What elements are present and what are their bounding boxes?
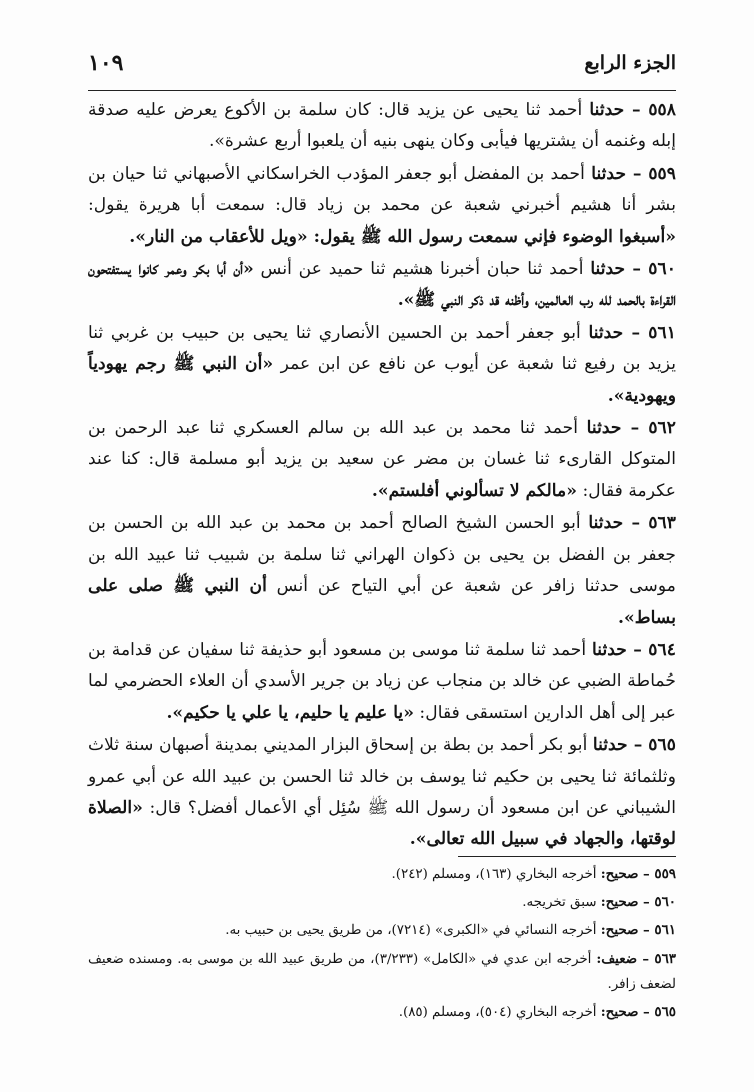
hadith-number: ٥٦٠ <box>648 259 676 280</box>
hadith-560: ٥٦٠ – حدثنا أحمد ثنا حبان أخبرنا هشيم ثنا حميد عن أنس «أن أبا بكر وعمر كانوا يستفتحون القراءة بالحمد لله رب العالمين، وأظنه قد ذكر النبي ﷺ». <box>88 259 676 311</box>
hadith-number: ٥٦٥ <box>648 735 676 756</box>
hadith-matn: كان سلمة بن الأكوع يعرض عليه صدقة إبله وغنمه أن يشتريها فيأبى وكان ينهى بنيه أن يلعبوا أربع عشرة». <box>88 100 676 152</box>
footnote-560: ٥٦٠ – صحيح: سبق تخريجه. <box>522 894 676 911</box>
hadith-562: ٥٦٢ – حدثنا أحمد ثنا محمد بن عبد الله بن سالم العسكري ثنا عبد الرحمن بن المتوكل القارىء ثنا غسان بن مضر عن سعيد بن يزيد أبو مسلمة قال: كنا عند عكرمة فقال: «مالكم لا تسألوني أفلستم». <box>88 418 677 501</box>
hadith-matn: «أسبغوا الوضوء فإني سمعت رسول الله ﷺ يقول: «ويل للأعقاب من النار». <box>129 226 676 247</box>
hadith-matn: «أن النبي ﷺ رجم يهودياً ويهودية». <box>88 354 676 406</box>
footnote-number: ٥٦٠ <box>654 894 676 911</box>
footnote-number: ٥٥٩ <box>654 866 676 882</box>
footnote-grade: صحيح: <box>600 894 639 911</box>
hadith-opening: حدثنا <box>590 259 626 280</box>
hadith-opening: حدثنا <box>591 163 627 184</box>
hadith-opening: حدثنا <box>592 735 628 756</box>
hadith-565: ٥٦٥ – حدثنا أبو بكر أحمد بن بطة بن إسحاق البزار المديني بمدينة أصبهان سنة ثلاث وثلثمائة ثنا يحيى بن حكيم ثنا يوسف بن خالد ثنا الحسن بن عبيد الله عن أبي عمرو الشيباني عن ابن مسعود أن رسول الله ﷺ سُئِل أي الأعمال أفضل؟ قال: «الصلاة لوقتها، والجهاد في سبيل الله تعالى». <box>88 735 676 850</box>
footnotes <box>88 862 676 1028</box>
hadith-number: ٥٥٩ <box>648 163 677 184</box>
footnote-561: ٥٦١ – صحيح: أخرجه النسائي في «الكبرى» (٧٢١٤)، من طريق يحيى بن حبيب به. <box>225 922 676 939</box>
hadith-matn: «مالكم لا تسألوني أفلستم». <box>371 480 577 501</box>
hadith-561: ٥٦١ – حدثنا أبو جعفر أحمد بن الحسين الأنصاري ثنا يحيى بن حبيب بن غربي ثنا يزيد بن رفيع ثنا شعبة عن أيوب عن نافع عن ابن عمر «أن النبي ﷺ رجم يهودياً ويهودية». <box>88 322 677 406</box>
footnote-rule <box>458 856 676 857</box>
hadith-opening: حدثنا <box>588 322 624 343</box>
footnote-grade: صحيح: <box>600 922 639 939</box>
footnote-text: أخرجه ابن عدي في «الكامل» (٣/٢٣٣)، من طريق عبيد الله بن موسى به. ومسنده ضعيف لضعف زافر. <box>88 951 676 992</box>
footnote-text: أخرجه البخاري (٥٠٤)، ومسلم (٨٥). <box>398 1005 597 1021</box>
hadith-number: ٥٦٤ <box>648 639 676 660</box>
hadith-opening: حدثنا <box>592 639 627 660</box>
footnote-559: ٥٥٩ – صحيح: أخرجه البخاري (١٦٣)، ومسلم (٢٤٢). <box>391 866 676 882</box>
hadith-isnad: أحمد ثنا سلمة ثنا موسى بن مسعود أبو حذيفة ثنا سفيان عن قدامة بن حُماطة الضبي عن خالد بن منجاب عن زياد بن جرير الأسدي أن العلاء الحضرمي لما عبر إلى أهل الدارين استسقى فقال: <box>88 639 676 723</box>
hadith-isnad: أحمد بن المفضل أبو جعفر المؤدب الخراسكاني الأصبهاني ثنا حيان بن بشر أنا هشيم أخبرني شعبة عن محمد بن زياد قال: سمعت أبا هريرة يقول: <box>88 163 676 216</box>
footnote-grade: ضعيف: <box>596 950 638 967</box>
hadith-opening: حدثنا <box>588 513 624 534</box>
hadith-matn: «أن أبا بكر وعمر كانوا يستفتحون القراءة بالحمد لله رب العالمين، وأظنه قد ذكر النبي ﷺ». <box>88 259 676 311</box>
footnote-grade: صحيح: <box>600 866 639 882</box>
hadith-563: ٥٦٣ – حدثنا أبو الحسن الشيخ الصالح أحمد بن محمد بن عبد الله بن الحسن بن جعفر بن الفضل بن يحيى بن ذكوان الهراني ثنا سلمة بن شبيب ثنا عبيد الله بن موسى حدثنا زافر عن شعبة عن أبي التياح عن أنس أن النبي ﷺ صلى على بساط». <box>88 513 677 628</box>
hadith-isnad: أحمد ثنا حبان أخبرنا هشيم ثنا حميد عن أنس <box>253 259 584 280</box>
hadith-matn: «الصلاة لوقتها، والجهاد في سبيل الله تعالى». <box>88 797 676 850</box>
footnote-text: أخرجه النسائي في «الكبرى» (٧٢١٤)، من طريق يحيى بن حبيب به. <box>225 923 597 939</box>
header-rule <box>88 90 676 91</box>
hadith-isnad: أحمد ثنا يحيى عن يزيد قال: <box>370 100 583 120</box>
hadith-text-body <box>88 95 676 857</box>
hadith-number: ٥٦١ <box>648 322 676 343</box>
hadith-isnad: أبو الحسن الشيخ الصالح أحمد بن محمد بن عبد الله بن الحسن بن جعفر بن الفضل بن يحيى بن ذكوان الهراني ثنا سلمة بن شبيب ثنا عبيد الله بن موسى حدثنا زافر عن شعبة عن أبي التياح عن أنس <box>88 513 676 597</box>
hadith-number: ٥٦٢ <box>648 418 677 439</box>
hadith-opening: حدثنا <box>589 100 625 120</box>
hadith-number: ٥٦٣ <box>648 513 677 534</box>
footnote-563: ٥٦٣ – ضعيف: أخرجه ابن عدي في «الكامل» (٣/٢٣٣)، من طريق عبيد الله بن موسى به. ومسنده ضعيف لضعف زافر. <box>88 950 676 992</box>
footnote-number: ٥٦١ <box>654 922 676 939</box>
footnote-number: ٥٦٣ <box>654 950 676 967</box>
footnote-text: سبق تخريجه. <box>522 895 597 911</box>
hadith-opening: حدثنا <box>586 418 622 439</box>
hadith-isnad: أبو بكر أحمد بن بطة بن إسحاق البزار المديني بمدينة أصبهان سنة ثلاث وثلثمائة ثنا يحيى بن حكيم ثنا يوسف بن خالد ثنا الحسن بن عبيد الله عن أبي عمرو الشيباني عن ابن مسعود أن رسول الله ﷺ سُئِل أي الأعمال أفضل؟ قال: <box>88 735 676 818</box>
hadith-558: ٥٥٨ – حدثنا أحمد ثنا يحيى عن يزيد قال: كان سلمة بن الأكوع يعرض عليه صدقة إبله وغنمه أن يشتريها فيأبى وكان ينهى بنيه أن يلعبوا أربع عشرة». <box>88 100 677 152</box>
page-header <box>88 46 676 86</box>
hadith-559: ٥٥٩ – حدثنا أحمد بن المفضل أبو جعفر المؤدب الخراسكاني الأصبهاني ثنا حيان بن بشر أنا هشيم أخبرني شعبة عن محمد بن زياد قال: سمعت أبا هريرة يقول: «أسبغوا الوضوء فإني سمعت رسول الله ﷺ يقول: «ويل للأعقاب من النار». <box>88 163 677 247</box>
hadith-isnad: أحمد ثنا محمد بن عبد الله بن سالم العسكري ثنا عبد الرحمن بن المتوكل القارىء ثنا غسان بن مضر عن سعيد بن يزيد أبو مسلمة قال: كنا عند عكرمة فقال: <box>88 418 676 501</box>
footnote-565: ٥٦٥ – صحيح: أخرجه البخاري (٥٠٤)، ومسلم (٨٥). <box>398 1004 676 1021</box>
footnote-grade: صحيح: <box>600 1004 639 1021</box>
footnote-text: أخرجه البخاري (١٦٣)، ومسلم (٢٤٢). <box>391 867 597 882</box>
running-head: الجزء الرابع <box>584 52 676 74</box>
hadith-isnad: أبو جعفر أحمد بن الحسين الأنصاري ثنا يحيى بن حبيب بن غربي ثنا يزيد بن رفيع ثنا شعبة عن أيوب عن نافع عن ابن عمر <box>88 322 677 375</box>
page-number: ١٠٩ <box>88 50 124 76</box>
hadith-564: ٥٦٤ – حدثنا أحمد ثنا سلمة ثنا موسى بن مسعود أبو حذيفة ثنا سفيان عن قدامة بن حُماطة الضبي عن خالد بن منجاب عن زياد بن جرير الأسدي أن العلاء الحضرمي لما عبر إلى أهل الدارين استسقى فقال: «يا عليم يا حليم، يا علي يا حكيم». <box>88 639 676 723</box>
hadith-number: ٥٥٨ <box>648 100 677 120</box>
footnote-number: ٥٦٥ <box>654 1004 676 1021</box>
hadith-matn: أن النبي ﷺ صلى على بساط». <box>88 576 676 628</box>
hadith-matn: «يا عليم يا حليم، يا علي يا حكيم». <box>166 702 414 723</box>
